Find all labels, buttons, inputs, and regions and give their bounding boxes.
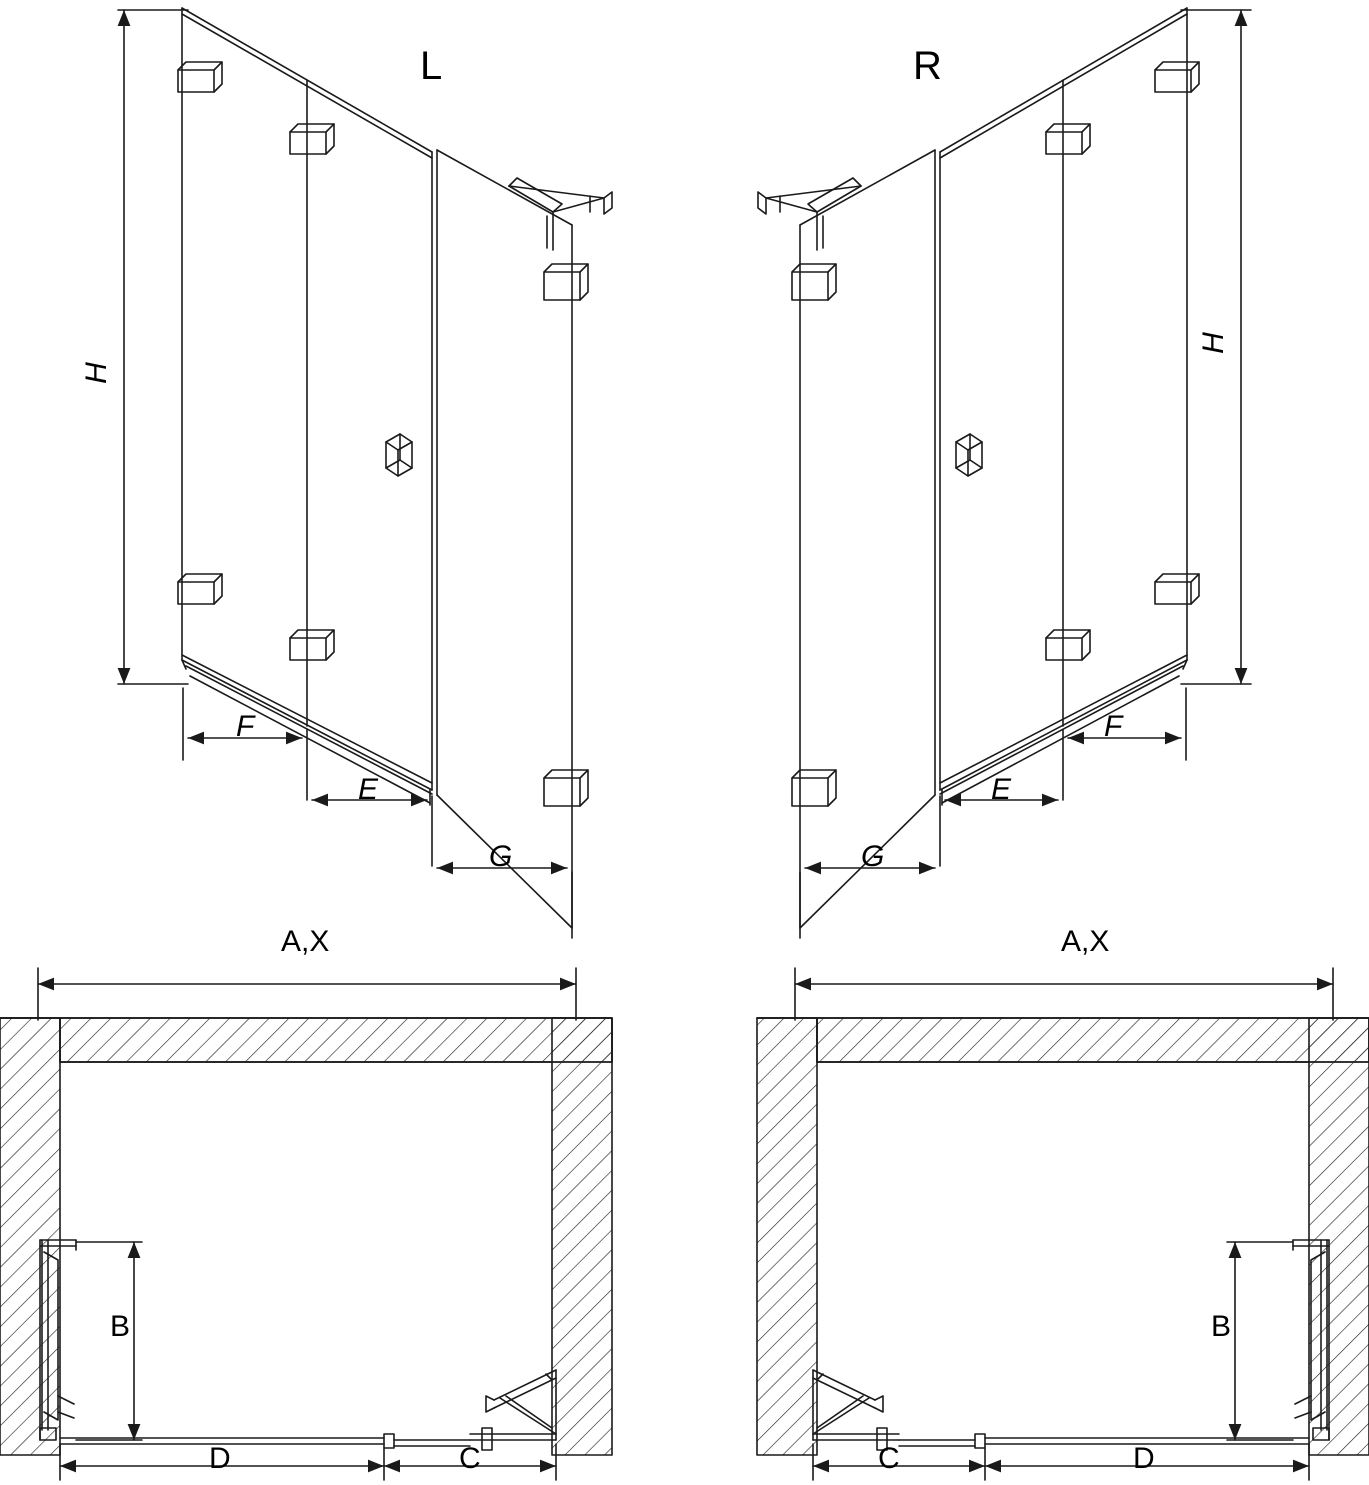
- dimension-label-d-plan-left: D: [209, 1442, 231, 1475]
- dimension-label-ax-plan-left: A,X: [281, 925, 330, 958]
- dimension-label-b-plan-left: B: [110, 1310, 131, 1343]
- dimension-label-f-right: F: [1104, 710, 1123, 743]
- dimension-label-d-plan-right: D: [1133, 1442, 1155, 1475]
- dimension-label-e-left: E: [358, 773, 379, 806]
- plan-view-left: [0, 968, 612, 1480]
- variant-label-right: R: [913, 44, 942, 88]
- dimension-label-ax-plan-right: A,X: [1061, 925, 1110, 958]
- dimension-label-h-right: H: [1196, 332, 1230, 354]
- dimension-label-c-plan-right: C: [878, 1442, 900, 1475]
- variant-label-left: L: [420, 44, 443, 88]
- dimension-label-b-plan-right: B: [1211, 1310, 1232, 1343]
- dimension-label-g-right: G: [861, 840, 885, 873]
- dimension-label-c-plan-left: C: [459, 1442, 481, 1475]
- dimension-label-f-left: F: [236, 710, 255, 743]
- dimension-label-e-right: E: [991, 773, 1012, 806]
- plan-view-right: [757, 968, 1369, 1480]
- dimension-label-h-left: H: [79, 362, 113, 384]
- dimension-label-g-left: G: [489, 840, 513, 873]
